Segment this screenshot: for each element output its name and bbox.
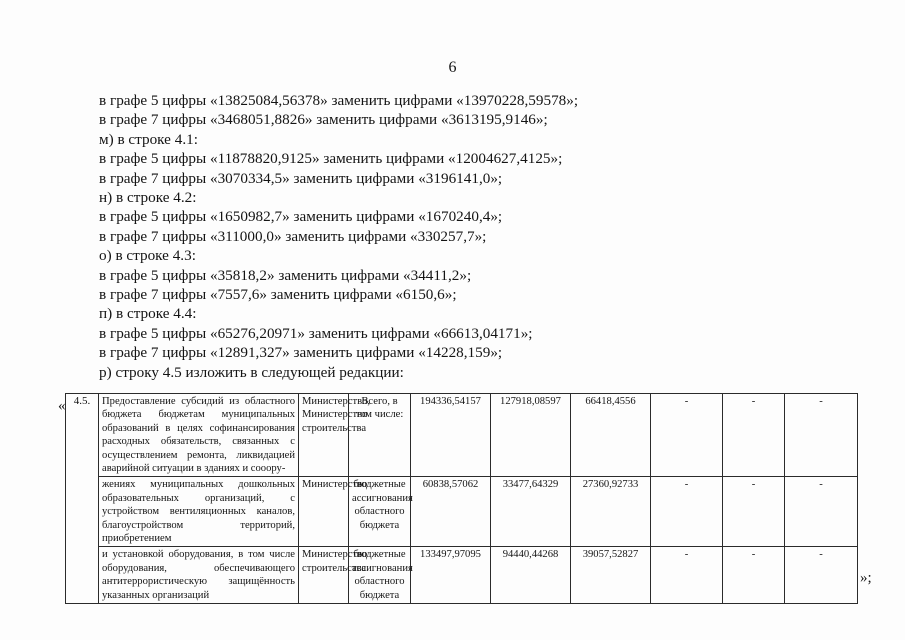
text-line: в графе 7 цифры «7557,6» заменить цифрами «6150,6»; bbox=[99, 286, 457, 304]
value-cell: 33477,64329 bbox=[491, 477, 571, 547]
value-cell: 27360,92733 bbox=[571, 477, 651, 547]
description-cell: Предоставление субсидий из областного бюджета бюджетам муниципальных образований в целях софинансирования расходных обязательств, связанных с осуществлением ремонта, ликвидацией аварийной ситуации в зданиях и сооору- bbox=[99, 394, 299, 477]
value-cell: - bbox=[723, 547, 785, 604]
text-line: р) строку 4.5 изложить в следующей редакции: bbox=[99, 363, 404, 381]
value-cell: - bbox=[651, 547, 723, 604]
value-cell: - bbox=[651, 394, 723, 477]
value-cell: 39057,52827 bbox=[571, 547, 651, 604]
description-cell: и установкой оборудования, в том числе оборудования, обеспечивающего антитеррористическую защищённость указанных организаций bbox=[99, 547, 299, 604]
value-cell: - bbox=[785, 477, 858, 547]
table-row bbox=[66, 547, 858, 604]
value-cell: 194336,54157 bbox=[411, 394, 491, 477]
text-line: в графе 5 цифры «13825084,56378» заменить цифрами «13970228,59578»; bbox=[99, 92, 579, 109]
closing-quote: »; bbox=[860, 570, 872, 586]
amendment-table bbox=[65, 393, 858, 604]
table-row bbox=[66, 477, 858, 547]
amendment-text bbox=[99, 91, 578, 382]
value-cell: - bbox=[651, 477, 723, 547]
text-line: н) в строке 4.2: bbox=[99, 189, 197, 207]
text-line: в графе 7 цифры «311000,0» заменить цифрами «330257,7»; bbox=[99, 227, 487, 245]
page-number: 6 bbox=[448, 59, 457, 76]
executor-cell: Министерство, Министерство строительства bbox=[299, 394, 349, 477]
text-line: в графе 5 цифры «35818,2» заменить цифрами «34411,2»; bbox=[99, 266, 472, 284]
table-row bbox=[66, 394, 858, 477]
text-line: в графе 5 цифры «1650982,7» заменить цифрами «1670240,4»; bbox=[99, 208, 503, 226]
text-line: в графе 5 цифры «11878820,9125» заменить цифрами «12004627,4125»; bbox=[99, 150, 563, 168]
value-cell: - bbox=[785, 547, 858, 604]
text-line: в графе 5 цифры «65276,20971» заменить цифрами «66613,04171»; bbox=[99, 324, 533, 342]
text-line: в графе 7 цифры «12891,327» заменить цифрами «14228,159»; bbox=[99, 344, 503, 362]
funding-source-cell: Всего, в том числе: bbox=[349, 394, 411, 477]
text-line: м) в строке 4.1: bbox=[99, 130, 198, 148]
value-cell: 66418,4556 bbox=[571, 394, 651, 477]
executor-cell: Министерство bbox=[299, 477, 349, 547]
value-cell: - bbox=[723, 394, 785, 477]
funding-source-cell: бюджетные ассигнования областного бюджета bbox=[349, 477, 411, 547]
value-cell: 60838,57062 bbox=[411, 477, 491, 547]
value-cell: - bbox=[723, 477, 785, 547]
executor-cell: Министерство строительства bbox=[299, 547, 349, 604]
text-line: в графе 7 цифры «3070334,5» заменить цифрами «3196141,0»; bbox=[99, 169, 503, 187]
text-line: о) в строке 4.3: bbox=[99, 247, 196, 265]
text-line: в графе 7 цифры «3468051,8826» заменить цифрами «3613195,9146»; bbox=[99, 111, 548, 129]
text-line: п) в строке 4.4: bbox=[99, 305, 197, 323]
value-cell: 94440,44268 bbox=[491, 547, 571, 604]
funding-source-cell: бюджетные ассигнования областного бюджета bbox=[349, 547, 411, 604]
row-number-cell: 4.5. bbox=[66, 394, 99, 604]
opening-quote: « bbox=[58, 398, 66, 414]
description-cell: жениях муниципальных дошкольных образовательных организаций, с устройством вентиляционных каналов, благоустройством территорий, приобретением bbox=[99, 477, 299, 547]
value-cell: - bbox=[785, 394, 858, 477]
value-cell: 133497,97095 bbox=[411, 547, 491, 604]
value-cell: 127918,08597 bbox=[491, 394, 571, 477]
